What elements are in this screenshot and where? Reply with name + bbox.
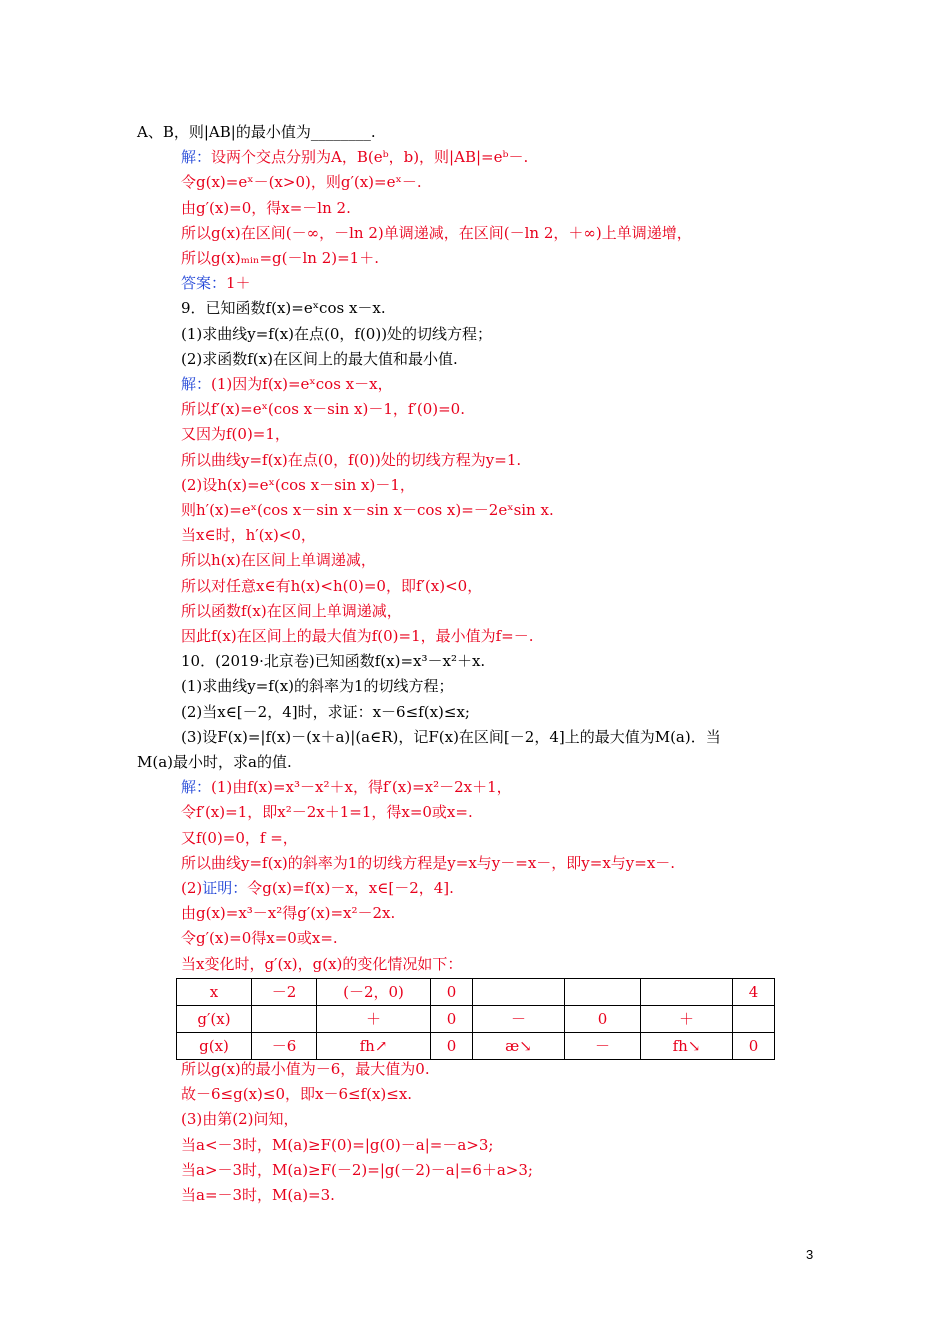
table-cell: fh↗: [317, 1033, 431, 1060]
text-line: 所以h(x)在区间上单调递减，: [181, 551, 376, 570]
text-line: 令g′(x)=0得x=0或x=.: [181, 929, 338, 948]
table-cell: 0: [431, 1033, 473, 1060]
table-row: [177, 1006, 775, 1033]
text-line: 因此f(x)在区间上的最大值为f(0)=1，最小值为f=－.: [181, 627, 534, 645]
solution-label: 解：: [181, 148, 212, 167]
variation-table: [176, 978, 775, 1060]
table-row: [177, 979, 775, 1006]
table-cell: [565, 979, 641, 1006]
text-line: (3)由第(2)问知，: [181, 1110, 299, 1129]
text-line: 当a>－3时，M(a)≥F(－2)=|g(－2)－a|=6＋a>3;: [181, 1160, 533, 1179]
text-line: 令g(x)=eˣ－(x>0)，则g′(x)=eˣ－.: [181, 173, 422, 192]
table-cell: x: [177, 979, 252, 1006]
solution-label: 答案：: [181, 274, 227, 293]
text-line: 10．(2019·北京卷)已知函数f(x)=x³－x²＋x.: [181, 652, 486, 671]
text-line: (1)求曲线y=f(x)的斜率为1的切线方程；: [181, 677, 454, 696]
text-line: 所以函数f(x)在区间上单调递减，: [181, 601, 402, 620]
table-cell: 0: [565, 1006, 641, 1033]
table-cell: 0: [733, 1033, 775, 1060]
text-line: (2)当x∈[－2，4]时，求证：x－6≤f(x)≤x;: [181, 702, 470, 721]
text-line: 则h′(x)=eˣ(cos x－sin x－sin x－cos x)=－2eˣsin x.: [181, 501, 554, 519]
text-line: 所以f′(x)=eˣ(cos x－sin x)－1，f′(0)=0.: [181, 400, 465, 419]
table-cell: [473, 979, 565, 1006]
table-cell: [252, 1006, 317, 1033]
text-line: 解：(1)因为f(x)=eˣcos x－x，: [181, 375, 393, 393]
text-line: 所以对任意x∈有h(x)<h(0)=0，即f′(x)<0，: [181, 576, 483, 595]
text-line: 当a=－3时，M(a)=3.: [181, 1186, 335, 1204]
table-cell: －: [473, 1006, 565, 1033]
text-line: 又f(0)=0，f =，: [181, 828, 298, 847]
text-line: 解：设两个交点分别为A，B(eᵇ，b)，则|AB|=eᵇ－.: [181, 148, 529, 167]
table-cell: [641, 979, 733, 1006]
text-line: (3)设F(x)=|f(x)－(x＋a)|(a∈R)，记F(x)在区间[－2，4]上的最大值为M(a)．当: [181, 727, 721, 746]
table-cell: ＋: [641, 1006, 733, 1033]
table-cell: [733, 1006, 775, 1033]
table-cell: ＋: [317, 1006, 431, 1033]
table-cell: －6: [252, 1033, 317, 1060]
text-line: (2)设h(x)=eˣ(cos x－sin x)－1，: [181, 475, 415, 494]
proof-label: 证明：: [202, 879, 248, 897]
text-line: 故－6≤g(x)≤0，即x－6≤f(x)≤x.: [181, 1085, 413, 1104]
text-line: 当a<－3时，M(a)≥F(0)=|g(0)－a|=－a>3;: [181, 1135, 494, 1154]
solution-label: 解：: [181, 375, 212, 393]
text-line: 答案：1＋: [181, 274, 251, 293]
text-line: 又因为f(0)=1，: [181, 425, 290, 444]
text-line: 由g′(x)=0，得x=－ln 2.: [181, 198, 351, 217]
table-cell: 0: [431, 1006, 473, 1033]
text-line: 当x∈时，h′(x)<0，: [181, 526, 316, 545]
table-cell: －2: [252, 979, 317, 1006]
text-line: 所以曲线y=f(x)在点(0，f(0))处的切线方程为y=1.: [181, 450, 522, 469]
text-line: (2)证明：令g(x)=f(x)－x，x∈[－2，4].: [181, 879, 454, 897]
text-line: (1)求曲线y=f(x)在点(0，f(0))处的切线方程；: [181, 324, 493, 343]
text-line: 所以g(x)ₘᵢₙ=g(－ln 2)=1＋.: [181, 249, 379, 267]
text-line: 所以曲线y=f(x)的斜率为1的切线方程是y=x与y－=x－，即y=x与y=x－.: [181, 853, 676, 872]
table-cell: 4: [733, 979, 775, 1006]
table-cell: g′(x): [177, 1006, 252, 1033]
text-line: 由g(x)=x³－x²得g′(x)=x²－2x.: [181, 904, 396, 923]
page-number: 3: [806, 1247, 814, 1262]
text-line: 9．已知函数f(x)=eˣcos x－x.: [181, 299, 386, 318]
table-cell: 0: [431, 979, 473, 1006]
table-row: [177, 1033, 775, 1060]
table-cell: æ↘: [473, 1033, 565, 1060]
table-cell: －: [565, 1033, 641, 1060]
text-line: 所以g(x)在区间(－∞，－ln 2)单调递减，在区间(－ln 2，＋∞)上单调递增，: [181, 223, 692, 242]
text-line: 所以g(x)的最小值为－6，最大值为0.: [181, 1060, 430, 1078]
text-line: A、B，则|AB|的最小值为________.: [137, 123, 376, 141]
text-line: (2)求函数f(x)在区间上的最大值和最小值.: [181, 349, 458, 368]
table-cell: g(x): [177, 1033, 252, 1060]
text-line: M(a)最小时，求a的值.: [137, 753, 292, 771]
solution-label: 解：: [181, 778, 212, 797]
text-line: 当x变化时，g′(x)，g(x)的变化情况如下：: [181, 954, 463, 973]
text-line: 解：(1)由f(x)=x³－x²＋x，得f′(x)=x²－2x＋1，: [181, 778, 512, 797]
table-cell: fh↘: [641, 1033, 733, 1060]
text-line: 令f′(x)=1，即x²－2x＋1=1，得x=0或x=.: [181, 803, 473, 822]
table-cell: (－2，0): [317, 979, 431, 1006]
